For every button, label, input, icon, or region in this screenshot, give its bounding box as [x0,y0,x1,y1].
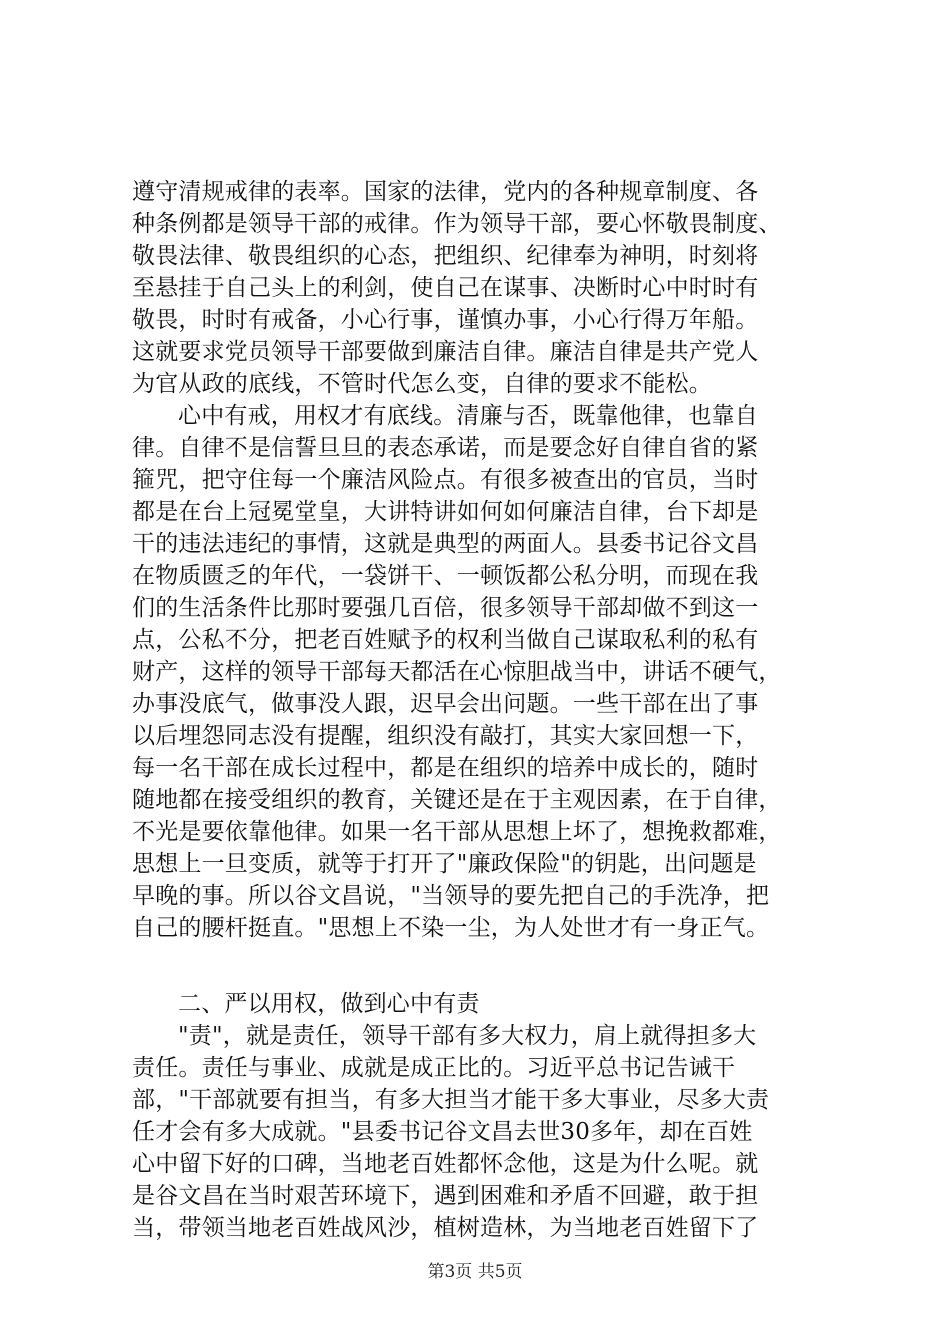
text-line: 是谷文昌在当时艰苦环境下，遇到困难和矛盾不回避，敢于担 [132,1183,759,1209]
text-line: 早晚的事。所以谷文昌说，"当领导的要先把自己的手洗净，把 [132,883,770,909]
body-text [132,176,832,1244]
text-line: 随地都在接受组织的教育，关键还是在于主观因素，在于自律， [132,787,782,813]
text-line: 不光是要依靠他律。如果一名干部从思想上坏了，想挽救都难， [132,819,782,845]
text-line: 种条例都是领导干部的戒律。作为领导干部，要心怀敬畏制度、 [132,211,782,237]
text-line: 心中留下好的口碑，当地老百姓都怀念他，这是为什么呢。就 [132,1151,759,1177]
text-line: 在物质匮乏的年代，一袋饼干、一顿饭都公私分明，而现在我 [132,563,759,589]
text-line: 敬畏法律、敬畏组织的心态，把组织、纪律奉为神明，时刻将 [132,243,759,269]
text-line: 们的生活条件比那时要强几百倍，很多领导干部却做不到这一 [132,595,759,621]
text-line: 自己的腰杆挺直。"思想上不染一尘，为人处世才有一身正气。 [132,915,770,941]
text-line: 部，"干部就要有担当，有多大担当才能干多大事业，尽多大责 [132,1087,770,1113]
text-line: 都是在台上冠冕堂皇，大讲特讲如何如何廉洁自律，台下却是 [132,499,759,525]
text-line: 当，带领当地老百姓战风沙，植树造林，为当地老百姓留下了 [132,1215,759,1241]
text-line: 点，公私不分，把老百姓赋予的权利当做自己谋取私利的私有 [132,627,759,653]
text-line: 干的违法违纪的事情，这就是典型的两面人。县委书记谷文昌 [132,531,759,557]
text-line: 每一名干部在成长过程中，都是在组织的培养中成长的，随时 [132,755,759,781]
text-line: 律。自律不是信誓旦旦的表态承诺，而是要念好自律自省的紧 [132,435,759,461]
section-gap [132,944,832,988]
section-heading: 二、严以用权，做到心中有责 [178,991,480,1017]
text-line: 任才会有多大成就。"县委书记谷文昌去世30多年，却在百姓 [132,1119,753,1145]
paragraph-start-line: 心中有戒，用权才有底线。清廉与否，既靠他律，也靠自 [178,403,758,429]
page-number-footer: 第3页 共5页 [427,1262,523,1282]
text-line: 为官从政的底线，不管时代怎么变，自律的要求不能松。 [132,371,712,397]
text-line: 责任。责任与事业、成就是成正比的。习近平总书记告诫干 [132,1055,736,1081]
text-line: 至悬挂于自己头上的利剑，使自己在谋事、决断时心中时时有 [132,275,759,301]
text-line: 思想上一旦变质，就等于打开了"廉政保险"的钥匙，出问题是 [132,851,757,877]
text-line: 遵守清规戒律的表率。国家的法律，党内的各种规章制度、各 [132,179,759,205]
paragraph-start-line: "责"，就是责任，领导干部有多大权力，肩上就得担多大 [178,1023,757,1049]
text-line: 这就要求党员领导干部要做到廉洁自律。廉洁自律是共产党人 [132,339,759,365]
text-line: 箍咒，把守住每一个廉洁风险点。有很多被查出的官员，当时 [132,467,759,493]
text-line: 财产，这样的领导干部每天都活在心惊胆战当中，讲话不硬气， [132,659,782,685]
text-line: 以后埋怨同志没有提醒，组织没有敲打，其实大家回想一下， [132,723,759,749]
text-line: 敬畏，时时有戒备，小心行事，谨慎办事，小心行得万年船。 [132,307,759,333]
text-line: 办事没底气，做事没人跟，迟早会出问题。一些干部在出了事 [132,691,759,717]
